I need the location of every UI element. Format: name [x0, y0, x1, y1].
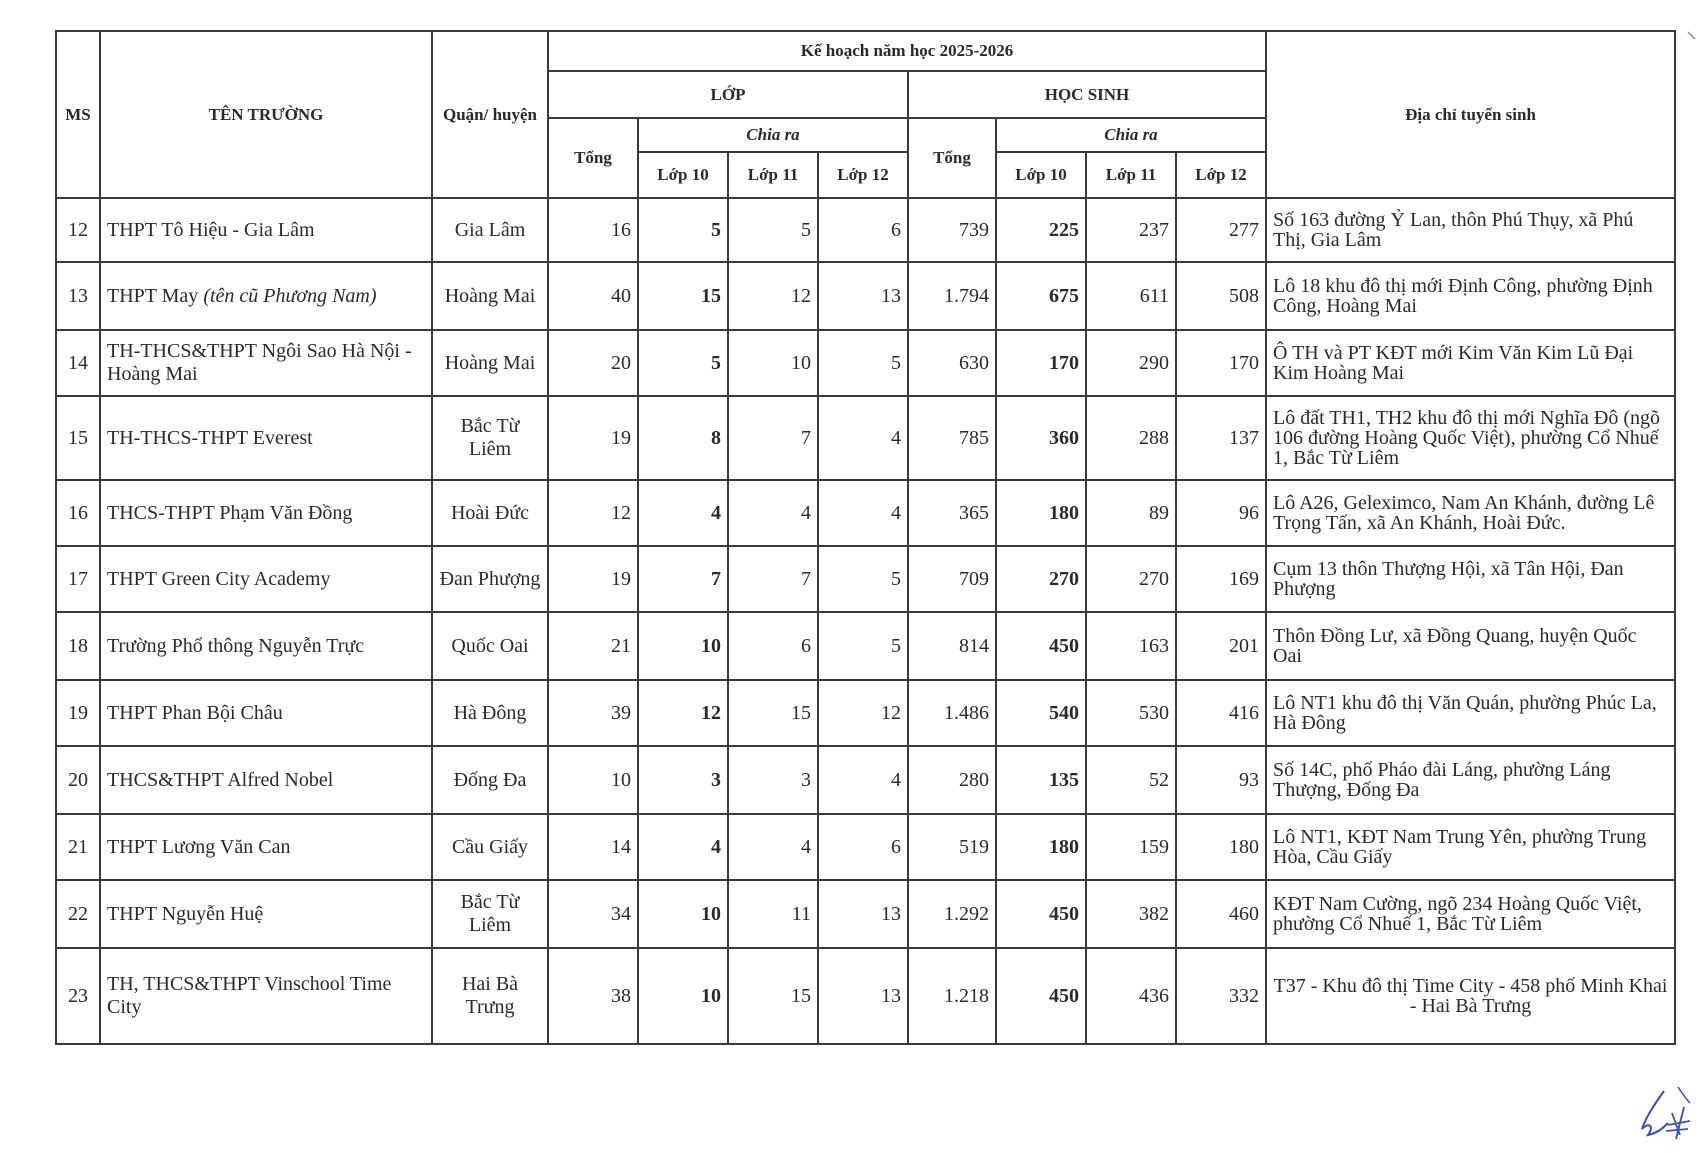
cell-ms: 12 — [56, 198, 100, 262]
cell-class-grade10: 4 — [638, 480, 728, 546]
table-row — [56, 746, 1675, 814]
table-row — [56, 330, 1675, 396]
school-name-text: THCS&THPT Alfred Nobel — [107, 768, 334, 791]
table-row — [56, 612, 1675, 680]
cell-student-grade12: 460 — [1176, 880, 1266, 948]
cell-class-grade10: 12 — [638, 680, 728, 746]
cell-class-grade11: 7 — [728, 546, 818, 612]
cell-class-grade11: 6 — [728, 612, 818, 680]
cell-class-grade10: 4 — [638, 814, 728, 880]
cell-student-grade10: 360 — [996, 396, 1086, 480]
cell-district: Hoàng Mai — [432, 330, 548, 396]
cell-student-total: 814 — [908, 612, 996, 680]
cell-address: Số 14C, phố Pháo đài Láng, phường Láng Thượng, Đống Đa — [1266, 746, 1675, 814]
cell-address: Lô đất TH1, TH2 khu đô thị mới Nghĩa Đô (ngõ 106 đường Hoàng Quốc Việt), phường Cổ Nhuế 1, Bắc Từ Liêm — [1266, 396, 1675, 480]
cell-school-name — [100, 880, 432, 948]
cell-class-grade12: 5 — [818, 546, 908, 612]
school-name-text: THPT May — [107, 284, 204, 307]
cell-school-name — [100, 198, 432, 262]
cell-school-name — [100, 262, 432, 330]
cell-student-grade12: 332 — [1176, 948, 1266, 1044]
cell-class-grade10: 10 — [638, 612, 728, 680]
cell-class-grade11: 15 — [728, 948, 818, 1044]
cell-address: Lô NT1, KĐT Nam Trung Yên, phường Trung Hòa, Cầu Giấy — [1266, 814, 1675, 880]
cell-student-grade11: 436 — [1086, 948, 1176, 1044]
cell-student-grade11: 611 — [1086, 262, 1176, 330]
cell-student-grade10: 225 — [996, 198, 1086, 262]
cell-class-grade11: 15 — [728, 680, 818, 746]
cell-class-total: 19 — [548, 396, 638, 480]
cell-class-grade12: 4 — [818, 396, 908, 480]
cell-student-grade10: 675 — [996, 262, 1086, 330]
cell-student-grade11: 530 — [1086, 680, 1176, 746]
cell-student-total: 365 — [908, 480, 996, 546]
cell-class-total: 12 — [548, 480, 638, 546]
school-name-text: THCS-THPT Phạm Văn Đồng — [107, 501, 353, 524]
cell-class-total: 21 — [548, 612, 638, 680]
cell-district: Gia Lâm — [432, 198, 548, 262]
cell-student-grade11: 382 — [1086, 880, 1176, 948]
cell-district: Hoài Đức — [432, 480, 548, 546]
cell-address: Lô A26, Geleximco, Nam An Khánh, đường Lê Trọng Tấn, xã An Khánh, Hoài Đức. — [1266, 480, 1675, 546]
cell-student-total: 1.486 — [908, 680, 996, 746]
cell-student-total: 1.794 — [908, 262, 996, 330]
cell-district: Hoàng Mai — [432, 262, 548, 330]
cell-ms: 21 — [56, 814, 100, 880]
cell-district: Bắc Từ Liêm — [432, 880, 548, 948]
cell-class-grade11: 4 — [728, 480, 818, 546]
cell-class-grade11: 12 — [728, 262, 818, 330]
cell-class-total: 34 — [548, 880, 638, 948]
cell-class-grade11: 3 — [728, 746, 818, 814]
cell-student-grade11: 52 — [1086, 746, 1176, 814]
cell-class-grade10: 5 — [638, 198, 728, 262]
col-header-students: HỌC SINH — [908, 71, 1266, 118]
cell-ms: 18 — [56, 612, 100, 680]
cell-class-total: 16 — [548, 198, 638, 262]
cell-student-grade11: 237 — [1086, 198, 1176, 262]
school-name-text: THPT Lương Văn Can — [107, 835, 291, 858]
cell-district: Đan Phượng — [432, 546, 548, 612]
col-header-class-total: Tổng — [548, 118, 638, 198]
cell-student-grade11: 89 — [1086, 480, 1176, 546]
cell-class-grade12: 5 — [818, 330, 908, 396]
school-name-text: TH-THCS-THPT Everest — [107, 426, 313, 449]
cell-student-grade10: 180 — [996, 814, 1086, 880]
col-header-student-grade12: Lớp 12 — [1176, 152, 1266, 198]
cell-student-grade12: 170 — [1176, 330, 1266, 396]
cell-address: Số 163 đường Ỷ Lan, thôn Phú Thụy, xã Phú Thị, Gia Lâm — [1266, 198, 1675, 262]
cell-student-total: 1.218 — [908, 948, 996, 1044]
col-header-class-grade12: Lớp 12 — [818, 152, 908, 198]
cell-ms: 16 — [56, 480, 100, 546]
cell-address: Thôn Đồng Lư, xã Đồng Quang, huyện Quốc Oai — [1266, 612, 1675, 680]
cell-student-grade10: 270 — [996, 546, 1086, 612]
col-header-student-grade10: Lớp 10 — [996, 152, 1086, 198]
cell-student-grade12: 180 — [1176, 814, 1266, 880]
cell-address: KĐT Nam Cường, ngõ 234 Hoàng Quốc Việt, phường Cổ Nhuế 1, Bắc Từ Liêm — [1266, 880, 1675, 948]
cell-class-grade11: 11 — [728, 880, 818, 948]
cell-school-name — [100, 814, 432, 880]
cell-class-grade10: 15 — [638, 262, 728, 330]
school-name-text: THPT Green City Academy — [107, 567, 331, 590]
cell-district: Đống Đa — [432, 746, 548, 814]
cell-student-grade12: 508 — [1176, 262, 1266, 330]
cell-class-total: 14 — [548, 814, 638, 880]
table-row — [56, 480, 1675, 546]
cell-school-name — [100, 330, 432, 396]
cell-student-grade10: 450 — [996, 880, 1086, 948]
table-row — [56, 948, 1675, 1044]
cell-student-grade10: 170 — [996, 330, 1086, 396]
cell-class-grade11: 5 — [728, 198, 818, 262]
cell-class-grade10: 10 — [638, 880, 728, 948]
cell-district: Hà Đông — [432, 680, 548, 746]
school-name-note: (tên cũ Phương Nam) — [203, 284, 377, 307]
cell-class-grade12: 13 — [818, 262, 908, 330]
cell-address: Lô NT1 khu đô thị Văn Quán, phường Phúc La, Hà Đông — [1266, 680, 1675, 746]
col-header-address: Địa chỉ tuyển sinh — [1266, 31, 1675, 198]
cell-student-grade10: 540 — [996, 680, 1086, 746]
col-header-student-total: Tổng — [908, 118, 996, 198]
col-header-plan: Kế hoạch năm học 2025-2026 — [548, 31, 1266, 71]
cell-school-name — [100, 680, 432, 746]
school-name-text: THPT Tô Hiệu - Gia Lâm — [107, 218, 315, 241]
cell-ms: 14 — [56, 330, 100, 396]
table-body — [56, 198, 1675, 1044]
cell-class-total: 39 — [548, 680, 638, 746]
cell-ms: 23 — [56, 948, 100, 1044]
school-name-text: THPT Phan Bội Châu — [107, 701, 283, 724]
col-header-class-breakdown: Chia ra — [638, 118, 908, 152]
cell-class-total: 19 — [548, 546, 638, 612]
school-name-text: Trường Phổ thông Nguyễn Trực — [107, 634, 365, 657]
enrollment-plan-table — [55, 30, 1676, 1045]
school-name-text: THPT Nguyễn Huệ — [107, 902, 264, 925]
table-row — [56, 546, 1675, 612]
cell-student-grade11: 290 — [1086, 330, 1176, 396]
cell-student-total: 785 — [908, 396, 996, 480]
handwritten-signature — [1624, 1083, 1694, 1143]
col-header-student-breakdown: Chia ra — [996, 118, 1266, 152]
cell-student-total: 280 — [908, 746, 996, 814]
cell-student-grade12: 416 — [1176, 680, 1266, 746]
cell-student-total: 739 — [908, 198, 996, 262]
cell-student-grade12: 201 — [1176, 612, 1266, 680]
cell-school-name — [100, 612, 432, 680]
corner-tick-mark — [1686, 30, 1698, 42]
cell-student-grade12: 93 — [1176, 746, 1266, 814]
cell-student-grade10: 450 — [996, 612, 1086, 680]
col-header-class-grade11: Lớp 11 — [728, 152, 818, 198]
cell-address: Lô 18 khu đô thị mới Định Công, phường Định Công, Hoàng Mai — [1266, 262, 1675, 330]
cell-student-grade11: 163 — [1086, 612, 1176, 680]
cell-address: Ô TH và PT KĐT mới Kim Văn Kim Lũ Đại Kim Hoàng Mai — [1266, 330, 1675, 396]
school-name-text: TH-THCS&THPT Ngôi Sao Hà Nội - Hoàng Mai — [107, 340, 412, 385]
table-row — [56, 262, 1675, 330]
cell-ms: 19 — [56, 680, 100, 746]
cell-class-grade12: 5 — [818, 612, 908, 680]
cell-school-name — [100, 746, 432, 814]
cell-district: Hai Bà Trưng — [432, 948, 548, 1044]
col-header-school-name: TÊN TRƯỜNG — [100, 31, 432, 198]
cell-student-total: 519 — [908, 814, 996, 880]
cell-district: Bắc Từ Liêm — [432, 396, 548, 480]
cell-student-total: 1.292 — [908, 880, 996, 948]
cell-ms: 20 — [56, 746, 100, 814]
cell-student-total: 630 — [908, 330, 996, 396]
cell-district: Cầu Giấy — [432, 814, 548, 880]
cell-student-total: 709 — [908, 546, 996, 612]
cell-school-name — [100, 396, 432, 480]
table-row — [56, 396, 1675, 480]
cell-address: Cụm 13 thôn Thượng Hội, xã Tân Hội, Đan Phượng — [1266, 546, 1675, 612]
cell-school-name — [100, 480, 432, 546]
cell-class-grade10: 8 — [638, 396, 728, 480]
cell-class-grade11: 10 — [728, 330, 818, 396]
cell-class-grade10: 10 — [638, 948, 728, 1044]
cell-class-grade12: 13 — [818, 948, 908, 1044]
cell-class-grade10: 3 — [638, 746, 728, 814]
col-header-district: Quận/ huyện — [432, 31, 548, 198]
cell-class-grade12: 4 — [818, 746, 908, 814]
table-row — [56, 814, 1675, 880]
table-row — [56, 198, 1675, 262]
cell-class-grade12: 13 — [818, 880, 908, 948]
cell-student-grade12: 277 — [1176, 198, 1266, 262]
cell-ms: 22 — [56, 880, 100, 948]
cell-ms: 17 — [56, 546, 100, 612]
cell-student-grade11: 288 — [1086, 396, 1176, 480]
cell-student-grade10: 135 — [996, 746, 1086, 814]
col-header-ms: MS — [56, 31, 100, 198]
cell-student-grade10: 180 — [996, 480, 1086, 546]
col-header-classes: LỚP — [548, 71, 908, 118]
col-header-class-grade10: Lớp 10 — [638, 152, 728, 198]
cell-class-grade10: 5 — [638, 330, 728, 396]
cell-class-grade12: 6 — [818, 198, 908, 262]
table-header — [56, 31, 1675, 198]
cell-student-grade12: 96 — [1176, 480, 1266, 546]
cell-address: T37 - Khu đô thị Time City - 458 phố Minh Khai - Hai Bà Trưng — [1266, 948, 1675, 1044]
cell-school-name — [100, 948, 432, 1044]
cell-student-grade11: 159 — [1086, 814, 1176, 880]
cell-student-grade11: 270 — [1086, 546, 1176, 612]
cell-district: Quốc Oai — [432, 612, 548, 680]
table-row — [56, 680, 1675, 746]
cell-student-grade12: 137 — [1176, 396, 1266, 480]
cell-class-grade11: 4 — [728, 814, 818, 880]
cell-class-grade12: 6 — [818, 814, 908, 880]
cell-class-total: 20 — [548, 330, 638, 396]
cell-class-total: 38 — [548, 948, 638, 1044]
cell-school-name — [100, 546, 432, 612]
cell-ms: 15 — [56, 396, 100, 480]
col-header-student-grade11: Lớp 11 — [1086, 152, 1176, 198]
cell-class-grade12: 12 — [818, 680, 908, 746]
cell-class-grade10: 7 — [638, 546, 728, 612]
cell-class-grade11: 7 — [728, 396, 818, 480]
cell-ms: 13 — [56, 262, 100, 330]
cell-class-total: 40 — [548, 262, 638, 330]
cell-student-grade10: 450 — [996, 948, 1086, 1044]
cell-student-grade12: 169 — [1176, 546, 1266, 612]
table-row — [56, 880, 1675, 948]
cell-class-grade12: 4 — [818, 480, 908, 546]
school-name-text: TH, THCS&THPT Vinschool Time City — [107, 973, 392, 1018]
cell-class-total: 10 — [548, 746, 638, 814]
